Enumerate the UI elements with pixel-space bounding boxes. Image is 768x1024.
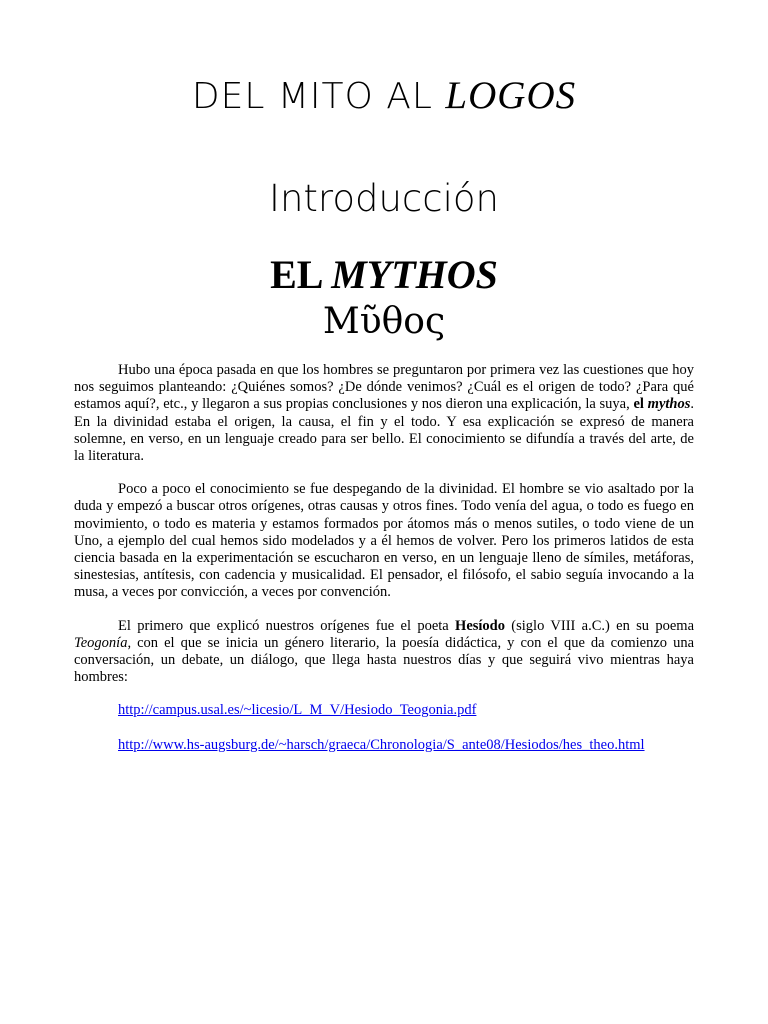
link-line-2: [74, 737, 694, 754]
paragraph-1-bold-el: el: [633, 396, 648, 413]
heading-italic: MYTHOS: [331, 252, 498, 297]
section-subtitle: Introducción: [269, 177, 499, 220]
link-line-1: [74, 702, 694, 719]
document-title: [0, 74, 768, 119]
paragraph-3-text-b: (siglo VIII a.C.) en su poema: [505, 617, 695, 634]
paragraph-3: [74, 618, 694, 687]
heading-main: EL: [270, 252, 332, 297]
document-body: [74, 362, 694, 771]
title-italic: LOGOS: [445, 74, 577, 117]
title-main: DEL MITO AL: [191, 76, 446, 117]
paragraph-3-bold-hesiodo: Hesíodo: [455, 617, 505, 634]
section-heading: [0, 252, 768, 298]
paragraph-1-text-a: Hubo una época pasada en que los hombres se preguntaron por primera vez las cuestiones que hoy nos seguimos planteando: ¿Quiénes somos? ¿De dónde venimos? ¿Cuál es el origen de todo? ¿Para qué estamos aquí?, etc., y llegaron a sus propias conclusiones y nos dieron una explicación, la suya,: [74, 362, 694, 413]
paragraph-3-text-c: , con el que se inicia un género literario, la poesía didáctica, y con el que da comienzo una conversación, un debate, un diálogo, que llega hasta nuestros días y que seguirá vivo mientras haya hombres:: [74, 634, 694, 686]
paragraph-3-italic-teogonia: Teogonía: [74, 634, 128, 651]
paragraph-1-text-b: . En la divinidad estaba el origen, la causa, el fin y el todo. Y esa explicación se expresó de manera solemne, en verso, en un lenguaje creado para ser bello. El conocimiento se difundía a través del arte, de la literatura.: [74, 396, 694, 465]
greek-word: Μῦθος: [322, 301, 446, 342]
link-hes-theo-html[interactable]: http://www.hs-augsburg.de/~harsch/graeca/Chronologia/S_ante08/Hesiodos/hes_theo.html: [118, 736, 645, 753]
paragraph-1: [74, 362, 694, 465]
paragraph-3-text-a: El primero que explicó nuestros orígenes fue el poeta: [118, 617, 456, 634]
paragraph-2: Poco a poco el conocimiento se fue despegando de la divinidad. El hombre se vio asaltado por la duda y empezó a buscar otros orígenes, otras causas y otros fines. Todo venía del agua, o todo es fuego en movimiento, o todo es materia y estamos formados por átomos más o menos sutiles, o todo viene de un Uno, a ejemplo del cual hemos sido modelados y a él hemos de volver. Pero los primeros latidos de esta ciencia basada en la experimentación se escucharon en verso, en un lenguaje lleno de símiles, metáforas, sinestesias, antítesis, con cadencia y musicalidad. El pensador, el filósofo, el sabio seguía invocando a la musa, a veces por convicción, a veces por convención.: [74, 481, 694, 601]
paragraph-1-bold-mythos: mythos: [647, 396, 691, 413]
link-hesiodo-teogonia-pdf[interactable]: http://campus.usal.es/~licesio/L_M_V/Hesiodo_Teogonia.pdf: [118, 702, 477, 719]
